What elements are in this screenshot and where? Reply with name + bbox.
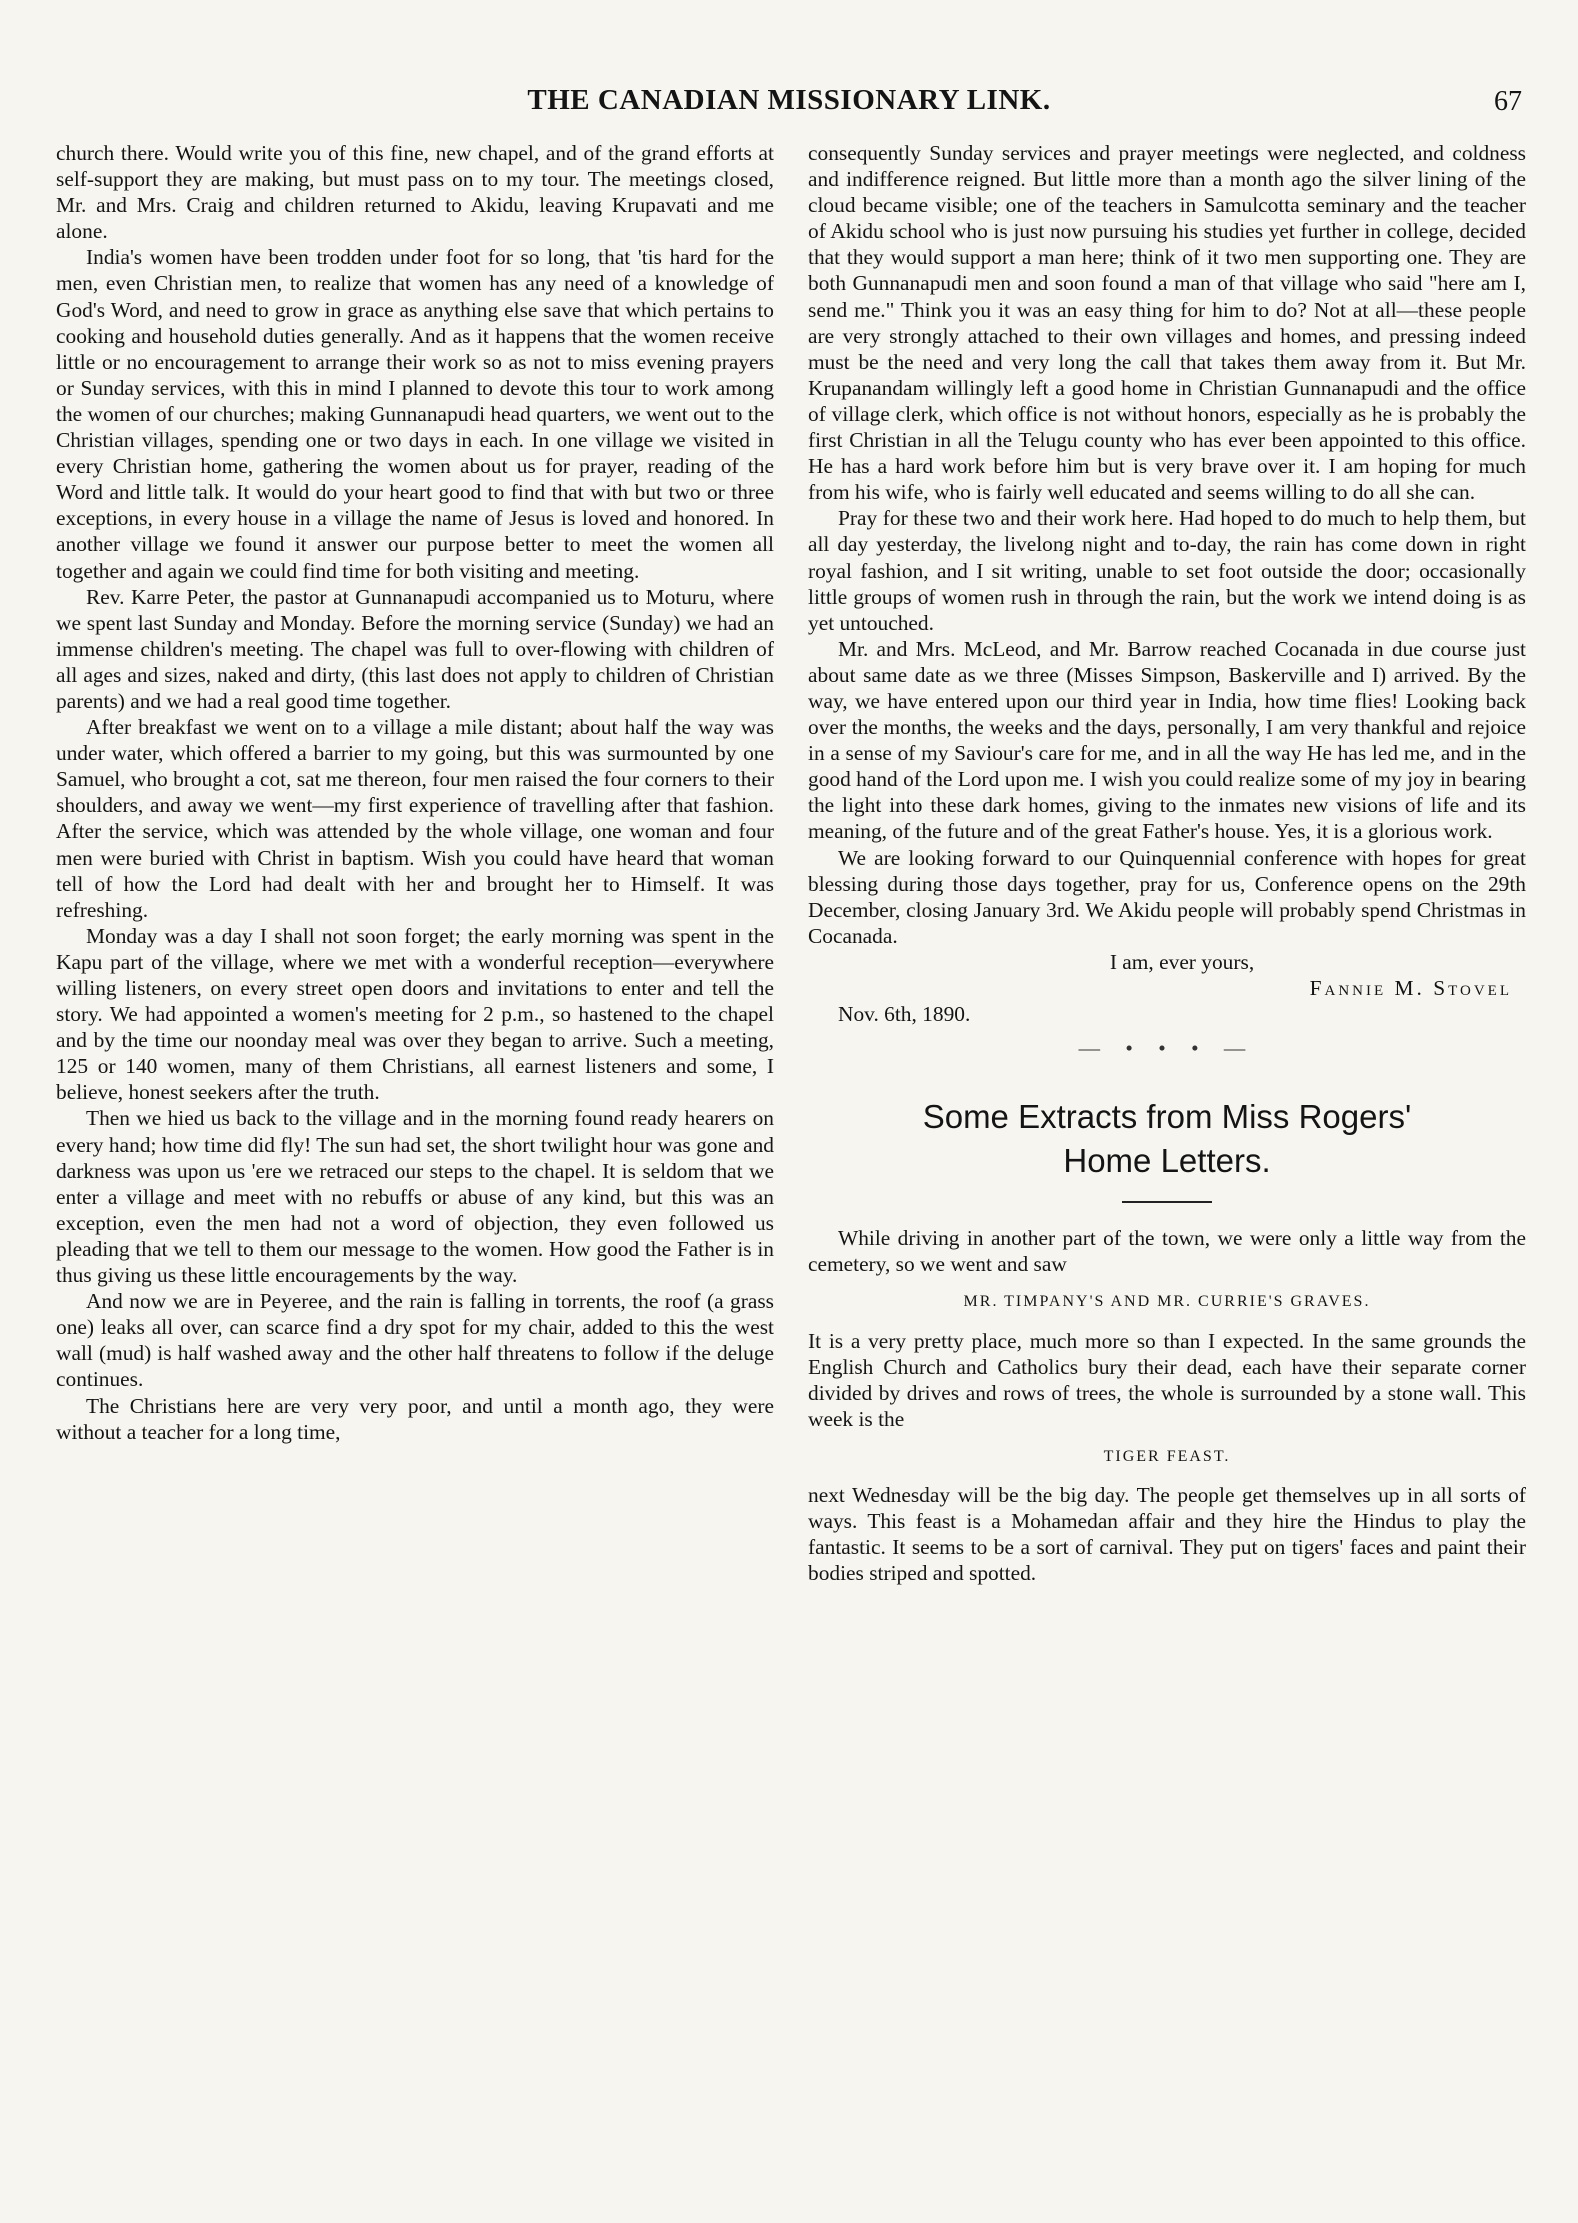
paragraph: Rev. Karre Peter, the pastor at Gunnanapudi accompanied us to Moturu, where we spent last Sunday and Monday. Before the morning service (Sunday) we had an immense children's meeting. The chapel was full to over-flowing with children of all ages and sizes, naked and dirty, (this last does not apply to children of Christian parents) and we had a real good time together. — [56, 584, 774, 713]
page-number: 67 — [1494, 86, 1522, 117]
page-header — [56, 84, 1522, 124]
section-ornament: — • • • — — [1078, 1036, 1256, 1061]
paragraph: And now we are in Peyeree, and the rain is falling in torrents, the roof (a grass one) leaks all over, can scarce find a dry spot for my chair, added to this the west wall (mud) is half washed away and the other half threatens to follow if the deluge continues. — [56, 1289, 774, 1392]
paragraph: Pray for these two and their work here. Had hoped to do much to help them, but all day yesterday, the livelong night and to-day, the rain has come down in right royal fashion, and I sit writing, unable to set foot outside the door; occasionally little groups of women rush in through the rain, but the work we intend doing is as yet untouched. — [808, 506, 1526, 635]
article-title-line-1: Some Extracts from Miss Rogers' — [922, 1098, 1412, 1136]
paragraph: church there. Would write you of this fine, new chapel, and of the grand efforts at self-support they are making, but must pass on to my tour. The meetings closed, Mr. and Mrs. Craig and children returned to Akidu, leaving Krupavati and me alone. — [56, 141, 774, 244]
letter-dateline: Nov. 6th, 1890. — [838, 1002, 971, 1027]
right-column — [808, 140, 1526, 1586]
paragraph: After breakfast we went on to a village a mile distant; about half the way was under water, which offered a barrier to my going, but this was surmounted by one Samuel, who brought a cot, sat me thereon, four men raised the four corners to their shoulders, and away we went—my first experience of travelling after that fashion. After the service, which was attended by the whole village, one woman and four men were buried with Christ in baptism. Wish you could have heard that woman tell of how the Lord had dealt with her and brought her to Himself. It was refreshing. — [56, 715, 774, 922]
letter-closing: I am, ever yours, — [1109, 949, 1255, 974]
title-rule — [1122, 1201, 1212, 1203]
paragraph: While driving in another part of the town, we were only a little way from the cemetery, so we went and saw — [808, 1226, 1526, 1277]
left-column — [56, 140, 774, 1445]
paragraph: India's women have been trodden under foot for so long, that 'tis hard for the men, even Christian men, to realize that women has any need of a knowledge of God's Word, and need to grow in grace as anything else save that which pertains to cooking and household duties generally. And as it happens that the women receive little or no encouragement to arrange their work so as not to miss evening prayers or Sunday services, with this in mind I planned to devote this tour to work among the women of our churches; making Gunnanapudi head quarters, we went out to the Christian villages, spending one or two days in each. In one village we visited in every Christian home, gathering the women about us for prayer, reading of the Word and little talk. It would do your heart good to find that with but two or three exceptions, in every house in a village the name of Jesus is loved and honored. In another village we found it answer our purpose better to meet the women all together and again we could find time for both visiting and meeting. — [56, 245, 774, 583]
subheading: MR. TIMPANY'S AND MR. CURRIE'S GRAVES. — [963, 1293, 1371, 1311]
letter-signature: Fannie M. Stovel — [1309, 976, 1512, 1000]
article-title-line-2: Home Letters. — [1063, 1142, 1271, 1180]
subheading: TIGER FEAST. — [1103, 1447, 1231, 1465]
paragraph: consequently Sunday services and prayer meetings were neglected, and coldness and indifference reigned. But little more than a month ago the silver lining of the cloud became visible; one of the teachers in Samulcotta seminary and the teacher of Akidu school who is just now pursuing his studies yet further in college, decided that they would support a man here; think of it two men supporting one. They are both Gunnanapudi men and soon found a man of that village who said "here am I, send me." Think you it was an easy thing for him to do? Not at all—these people are very strongly attached to their own villages and homes, and pressing indeed must be the need and very long the call that takes them away from it. But Mr. Krupanandam willingly left a good home in Christian Gunnanapudi and the office of village clerk, which office is not without honors, especially as he is probably the first Christian in all the Telugu county who has ever been appointed to this office. He has a hard work before him but is very brave over it. I am hoping for much from his wife, who is fairly well educated and seems willing to do all she can. — [808, 141, 1526, 505]
running-title: THE CANADIAN MISSIONARY LINK. — [527, 84, 1051, 116]
paragraph: The Christians here are very very poor, and until a month ago, they were without a teacher for a long time, — [56, 1393, 774, 1444]
paragraph: It is a very pretty place, much more so than I expected. In the same grounds the English Church and Catholics bury their dead, each have their separate corner divided by drives and rows of trees, the whole is surrounded by a stone wall. This week is the — [808, 1328, 1526, 1431]
paragraph: Mr. and Mrs. McLeod, and Mr. Barrow reached Cocanada in due course just about same date as we three (Misses Simpson, Baskerville and I) arrived. By the way, we have entered upon our third year in India, how time flies! Looking back over the months, the weeks and the days, personally, I am very thankful and rejoice in a sense of my Saviour's care for me, and in all the way He has led me, and in the good hand of the Lord upon me. I wish you could realize some of my joy in bearing the light into these dark homes, giving to the inmates new visions of life and its meaning, of the future and of the great Father's house. Yes, it is a glorious work. — [808, 636, 1526, 844]
paragraph: Monday was a day I shall not soon forget; the early morning was spent in the Kapu part of the village, where we met with a wonderful reception—everywhere willing listeners, on every street open doors and invitations to enter and tell the story. We had appointed a women's meeting for 2 p.m., so hastened to the chapel and by the time our noonday meal was over they began to arrive. Such a meeting, 125 or 140 women, many of them Christians, all earnest listeners and some, I believe, honest seekers after the truth. — [56, 923, 774, 1105]
paragraph: We are looking forward to our Quinquennial conference with hopes for great blessing during those days together, pray for us, Conference opens on the 29th December, closing January 3rd. We Akidu people will probably spend Christmas in Cocanada. — [808, 845, 1526, 948]
paragraph: next Wednesday will be the big day. The people get themselves up in all sorts of ways. This feast is a Mohamedan affair and they hire the Hindus to play the fantastic. It seems to be a sort of carnival. They put on tigers' faces and paint their bodies striped and spotted. — [808, 1483, 1526, 1586]
paragraph: Then we hied us back to the village and in the morning found ready hearers on every hand; how time did fly! The sun had set, the short twilight hour was gone and darkness was upon us 'ere we retraced our steps to the chapel. It is seldom that we enter a village and meet with no rebuffs or abuse of any kind, but this was an exception, even the men had not a word of objection, they even followed us pleading that we tell to them our message to the women. How good the Father is in thus giving us these little encouragements by the way. — [56, 1106, 774, 1288]
